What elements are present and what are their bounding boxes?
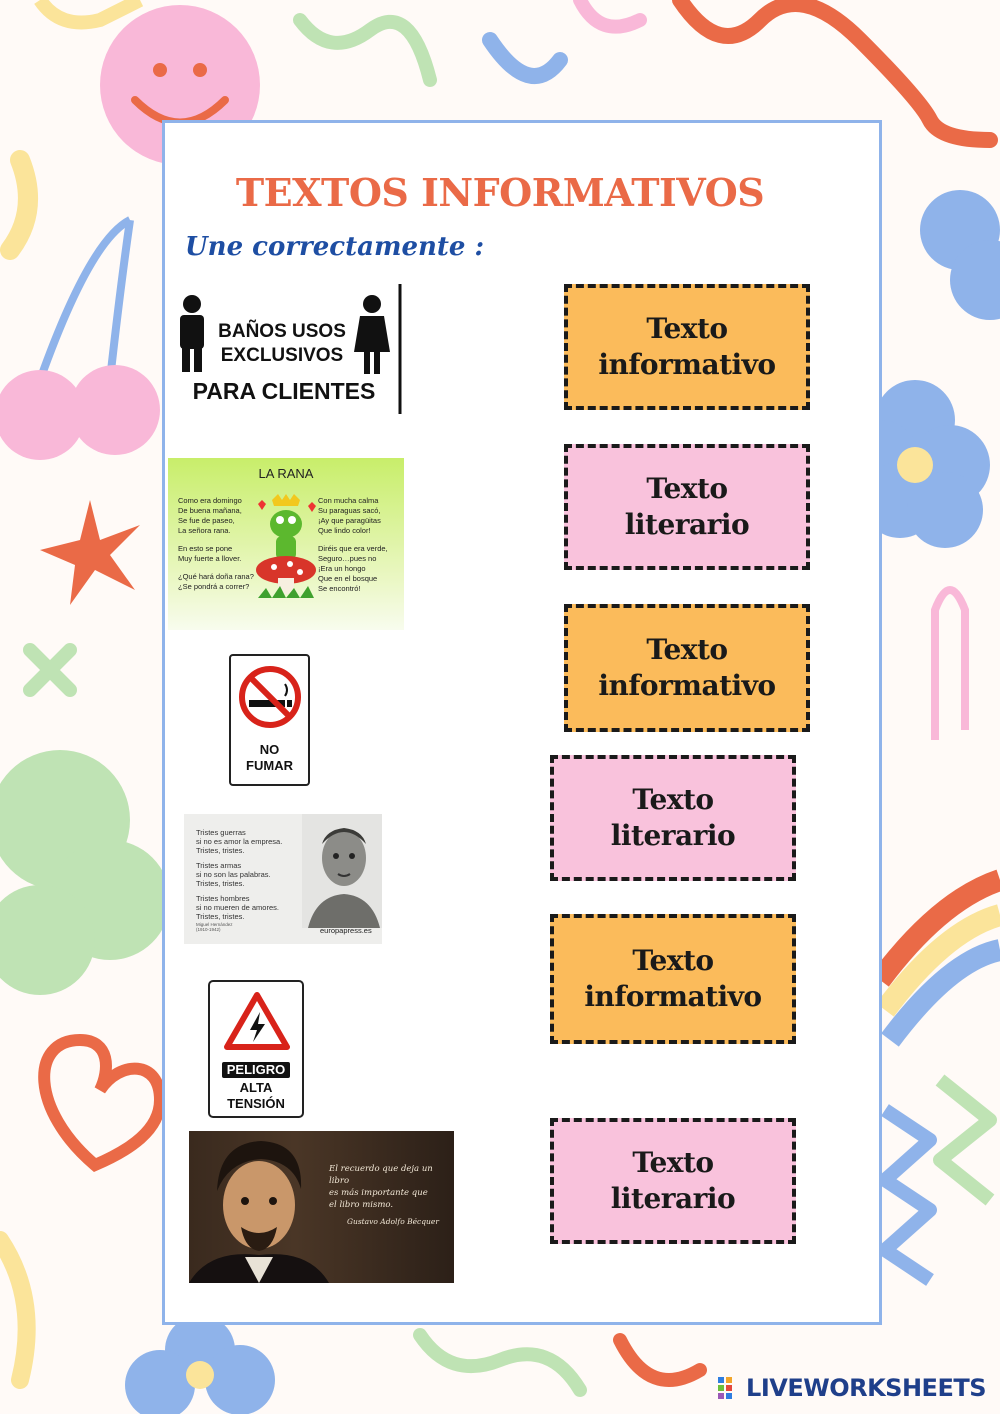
portrait-photo	[302, 814, 382, 928]
poem-line: ¿Qué hará doña rana?	[178, 572, 254, 581]
answer-card-texto-literario[interactable]: Texto literario	[550, 1118, 796, 1244]
image-la-rana-poem[interactable]	[168, 458, 404, 630]
instruction-text: Une correctamente :	[185, 232, 485, 262]
poem-line: Muy fuerte a llover.	[178, 554, 242, 563]
poem-line: ¡Era un hongo	[318, 564, 366, 573]
poem-line: Diréis que era verde,	[318, 544, 388, 553]
answer-card-texto-literario[interactable]: Texto literario	[564, 444, 810, 570]
image-poem-miguel-hernandez[interactable]	[184, 814, 382, 944]
poem-line: Tristes armas	[196, 861, 242, 870]
answer-card-texto-literario[interactable]: Texto literario	[550, 755, 796, 881]
poem-line: si no es amor la empresa.	[196, 837, 283, 846]
page-title: TEXTOS INFORMATIVOS	[235, 170, 765, 215]
poem-line: Tristes, tristes.	[196, 846, 245, 855]
quote-text: El recuerdo que deja un libro es más importante que el libro mismo.	[329, 1164, 433, 1210]
poem-years: (1910-1942)	[196, 927, 221, 932]
sign-line: TENSIÓN	[227, 1096, 285, 1111]
footer-brand-text: LIVEWORKSHEETS	[746, 1374, 986, 1402]
sign-line: PELIGRO	[222, 1062, 290, 1078]
man-icon	[180, 295, 204, 372]
answer-card-texto-informativo[interactable]: Texto informativo	[564, 284, 810, 410]
image-banos-sign[interactable]	[172, 282, 404, 417]
source-label: europapress.es	[320, 926, 372, 935]
sign-line: EXCLUSIVOS	[220, 345, 344, 366]
poem-line: Seguro…pues no	[318, 554, 377, 563]
poem-line: De buena mañana,	[178, 506, 242, 515]
liveworksheets-logo-icon	[718, 1377, 740, 1399]
poem-line: Que lindo color!	[318, 526, 371, 535]
poem-line: Su paraguas sacó,	[318, 506, 381, 515]
poem-line: Tristes, tristes.	[196, 912, 245, 921]
poem-line: Con mucha calma	[318, 496, 379, 505]
sign-line: FUMAR	[246, 758, 293, 773]
poem-line: ¿Se pondrá a correr?	[178, 582, 250, 591]
answer-card-texto-informativo[interactable]: Texto informativo	[564, 604, 810, 732]
poem-author: Miguel Hernández	[196, 922, 233, 927]
liveworksheets-logo	[718, 1374, 986, 1402]
poem-line: ¡Ay que paragüitas	[318, 516, 381, 525]
poem-line: Que en el bosque	[318, 574, 378, 583]
sign-line: PARA CLIENTES	[192, 378, 376, 404]
no-smoking-icon	[237, 664, 303, 730]
poem-line: La señora rana.	[178, 526, 231, 535]
sign-line: ALTA	[239, 1080, 273, 1095]
image-becquer-quote[interactable]	[189, 1131, 454, 1283]
image-no-fumar-sign[interactable]	[229, 654, 310, 786]
poem-line: En esto se pone	[178, 544, 233, 553]
poem-line: Tristes, tristes.	[196, 879, 245, 888]
quote-author: Gustavo Adolfo Bécquer	[347, 1217, 439, 1226]
image-peligro-sign[interactable]	[208, 980, 304, 1118]
woman-icon	[354, 295, 390, 374]
poem-line: si no son las palabras.	[196, 870, 271, 879]
high-voltage-icon	[224, 992, 290, 1050]
becquer-portrait	[189, 1131, 329, 1283]
sign-line: NO	[259, 742, 280, 757]
poem-line: Se encontró!	[318, 584, 361, 593]
answer-card-texto-informativo[interactable]: Texto informativo	[550, 914, 796, 1044]
poem-line: Tristes guerras	[196, 828, 246, 837]
poem-heading: LA RANA	[258, 466, 314, 481]
poem-line: Como era domingo	[178, 496, 242, 505]
sign-line: BAÑOS USOS	[218, 321, 346, 342]
poem-line: si no mueren de amores.	[196, 903, 279, 912]
poem-line: Se fue de paseo,	[178, 516, 235, 525]
frog-on-mushroom-icon	[254, 494, 318, 604]
poem-line: Tristes hombres	[196, 894, 250, 903]
